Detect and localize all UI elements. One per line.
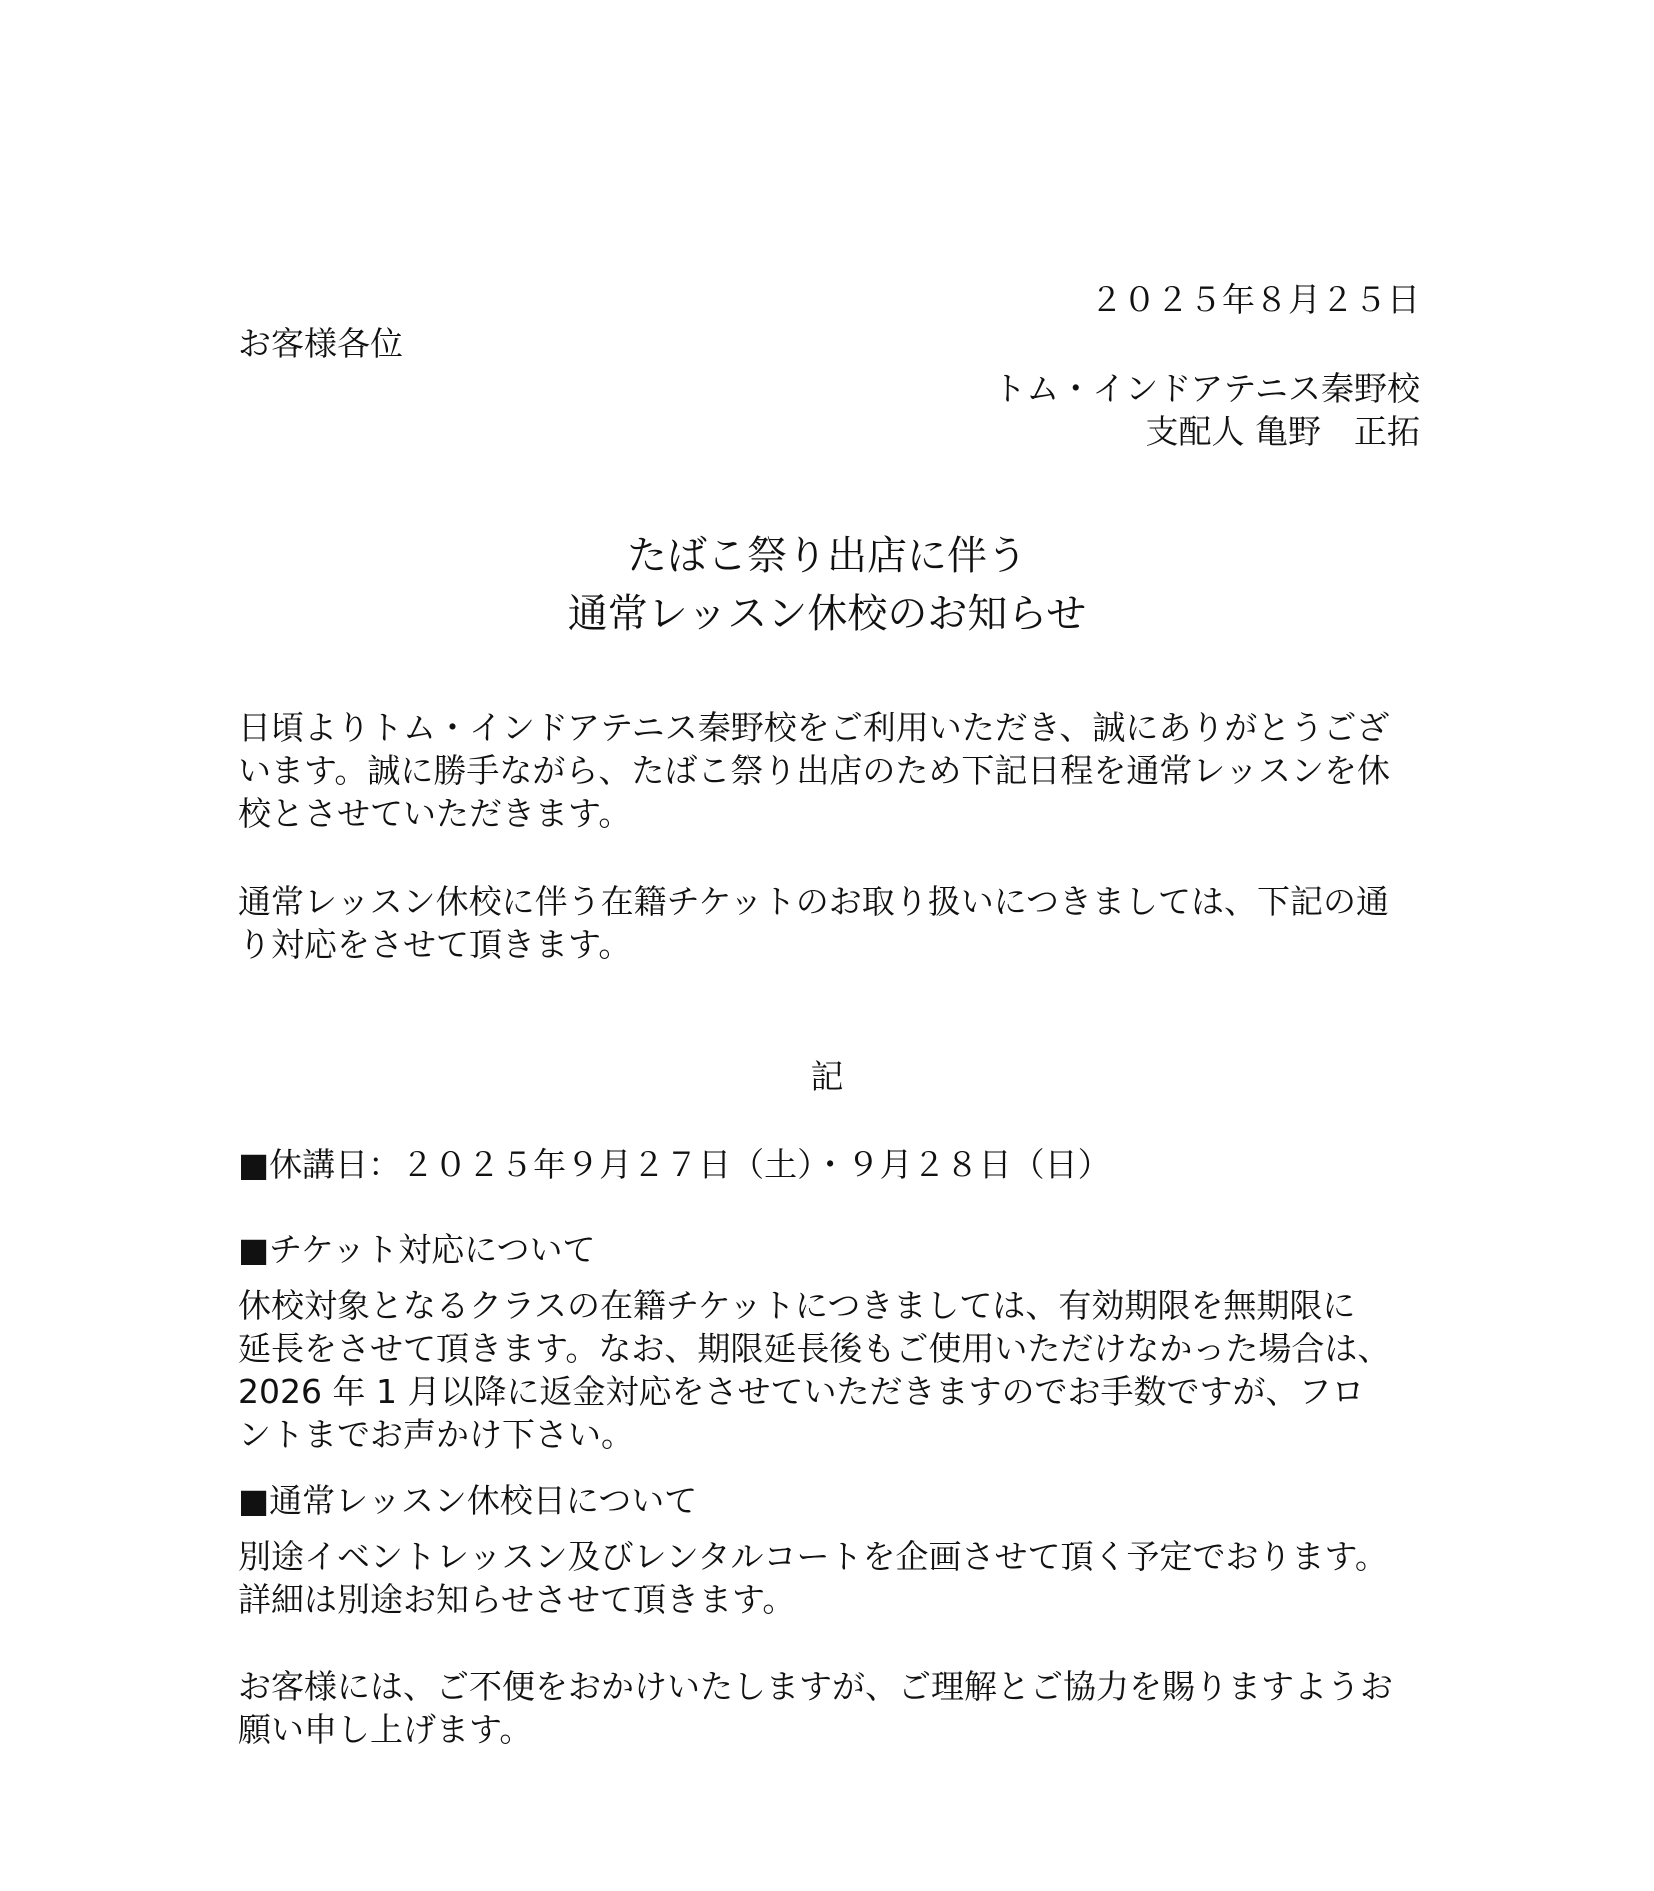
intro-paragraph-2-line-1: 通常レッスン休校に伴う在籍チケットのお取り扱いにつきましては、下記の通 (238, 882, 1390, 921)
ticket-section-line-4: ントまでお声かけ下さい。 (238, 1415, 634, 1454)
document-date: ２０２５年８月２５日 (1090, 280, 1420, 319)
sender-name: 支配人 亀野 正拓 (1145, 412, 1420, 451)
closure-dates: ■休講日：２０２５年９月２７日（土）・９月２８日（日） (238, 1145, 1111, 1184)
ticket-section-body (238, 1284, 1428, 1456)
closing-line-1: お客様には、ご不便をおかけいたしますが、ご理解とご協力を賜りますようお (238, 1667, 1393, 1706)
intro-paragraph-2 (238, 880, 1428, 966)
title-line-1: たばこ祭り出店に伴う (627, 533, 1027, 579)
intro-paragraph-1-line-3: 校とさせていただきます。 (238, 794, 632, 833)
intro-paragraph-1-line-2: います。誠に勝手ながら、たばこ祭り出店のため下記日程を通常レッスンを休 (238, 751, 1391, 790)
sender-organization: トム・インドアテニス秦野校 (993, 369, 1420, 408)
ticket-section-line-3: 2026 年 1 月以降に返金対応をさせていただきますのでお手数ですが、フロ (238, 1372, 1365, 1411)
closed-day-section-body (238, 1535, 1428, 1621)
ticket-section-line-2: 延長をさせて頂きます。なお、期限延長後もご使用いただけなかった場合は、 (238, 1329, 1391, 1368)
notice-mark: 記 (810, 1057, 844, 1096)
closing-line-2: 願い申し上げます。 (238, 1710, 533, 1749)
closing-paragraph (238, 1665, 1428, 1751)
title-line-2: 通常レッスン休校のお知らせ (567, 591, 1087, 637)
intro-paragraph-2-line-2: り対応をさせて頂きます。 (238, 925, 632, 964)
ticket-section-line-1: 休校対象となるクラスの在籍チケットにつきましては、有効期限を無期限に (238, 1286, 1356, 1325)
ticket-section-heading: ■チケット対応について (238, 1230, 596, 1269)
closed-day-section-heading: ■通常レッスン休校日について (238, 1481, 698, 1520)
intro-paragraph-1 (238, 706, 1428, 835)
recipient-line: お客様各位 (238, 324, 403, 363)
closed-day-section-line-2: 詳細は別途お知らせさせて頂きます。 (238, 1580, 796, 1619)
intro-paragraph-1-line-1: 日頃よりトム・インドアテニス秦野校をご利用いただき、誠にありがとうござ (238, 708, 1390, 747)
closed-day-section-line-1: 別途イベントレッスン及びレンタルコートを企画させて頂く予定でおります。 (238, 1537, 1388, 1576)
